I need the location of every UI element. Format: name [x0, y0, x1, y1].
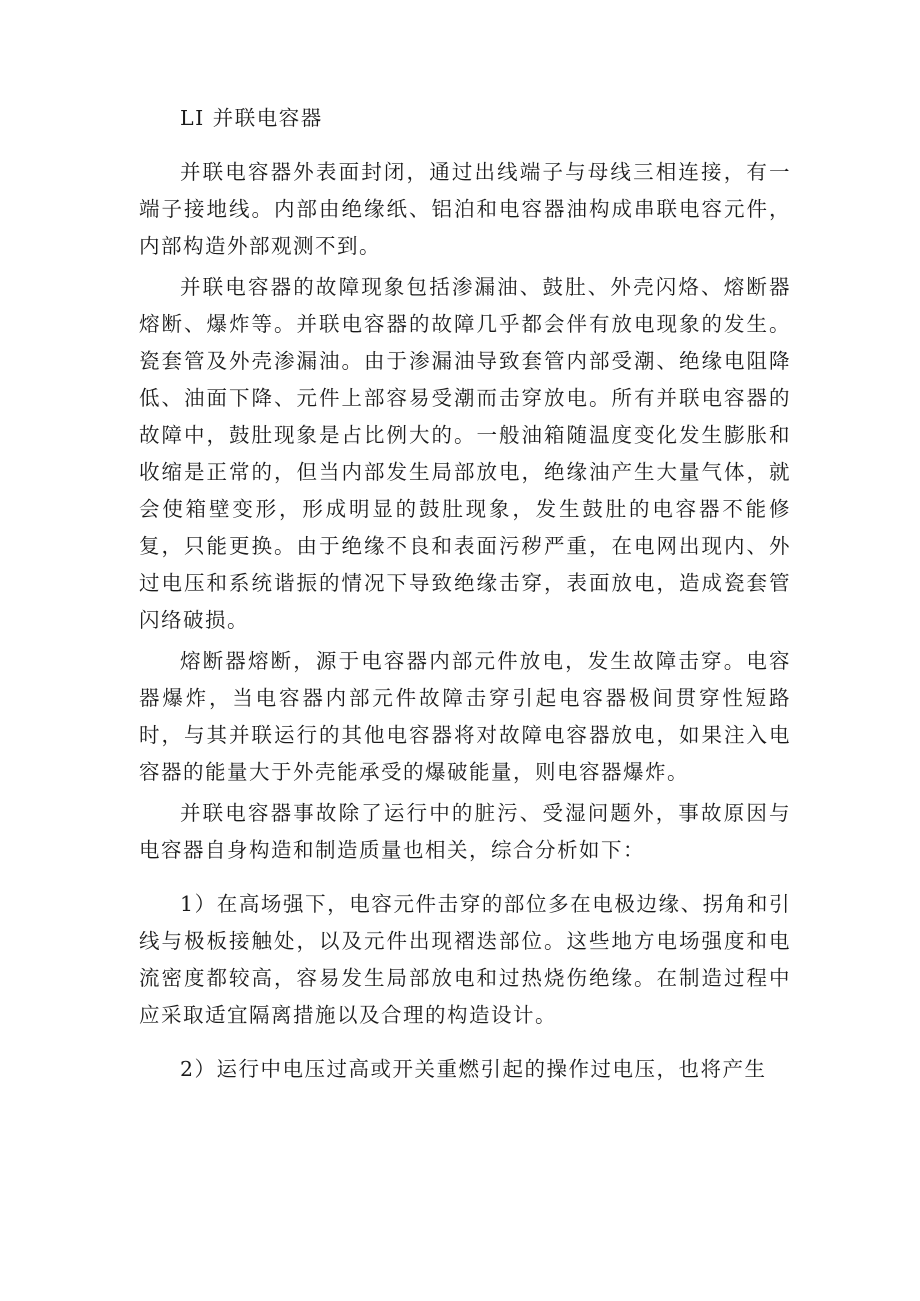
- paragraph-accident-causes: 并联电容器事故除了运行中的脏污、受湿问题外，事故原因与电容器自身构造和制造质量也相关，综合分析如下：: [139, 801, 791, 862]
- document-body: [139, 100, 791, 1105]
- paragraph-structure: 并联电容器外表面封闭，通过出线端子与母线三相连接，有一端子接地线。内部由绝缘纸、铝泊和电容器油构成串联电容元件，内部构造外部观测不到。: [139, 160, 791, 258]
- paragraph-fault-phenomena: 并联电容器的故障现象包括渗漏油、鼓肚、外壳闪烙、熔断器熔断、爆炸等。并联电容器的故障几乎都会伴有放电现象的发生。瓷套管及外壳渗漏油。由于渗漏油导致套管内部受潮、绝缘电阻降低、油面下降、元件上部容易受潮而击穿放电。所有并联电容器的故障中，鼓肚现象是占比例大的。一般油箱随温度变化发生膨胀和收缩是正常的，但当内部发生局部放电，绝缘油产生大量气体，就会使箱壁变形，形成明显的鼓肚现象，发生鼓肚的电容器不能修复，只能更换。由于绝缘不良和表面污秽严重，在电网出现内、外过电压和系统谐振的情况下导致绝缘击穿，表面放电，造成瓷套管闪络破损。: [139, 275, 791, 632]
- section-heading: LI 并联电容器: [180, 106, 323, 130]
- paragraph-item-2: 2）运行中电压过高或开关重燃引起的操作过电压，也将产生: [180, 1057, 767, 1081]
- paragraph-item-1: 1）在高场强下，电容元件击穿的部位多在电极边缘、拐角和引线与极板接触处，以及元件出现褶迭部位。这些地方电场强度和电流密度都较高，容易发生局部放电和过热烧伤绝缘。在制造过程中应采取适宜隔离措施以及合理的构造设计。: [139, 892, 791, 1027]
- paragraph-fuse-explosion: 熔断器熔断，源于电容器内部元件放电，发生故障击穿。电容器爆炸，当电容器内部元件故障击穿引起电容器极间贯穿性短路时，与其并联运行的其他电容器将对故障电容器放电，如果注入电容器的能量大于外壳能承受的爆破能量，则电容器爆炸。: [139, 649, 791, 784]
